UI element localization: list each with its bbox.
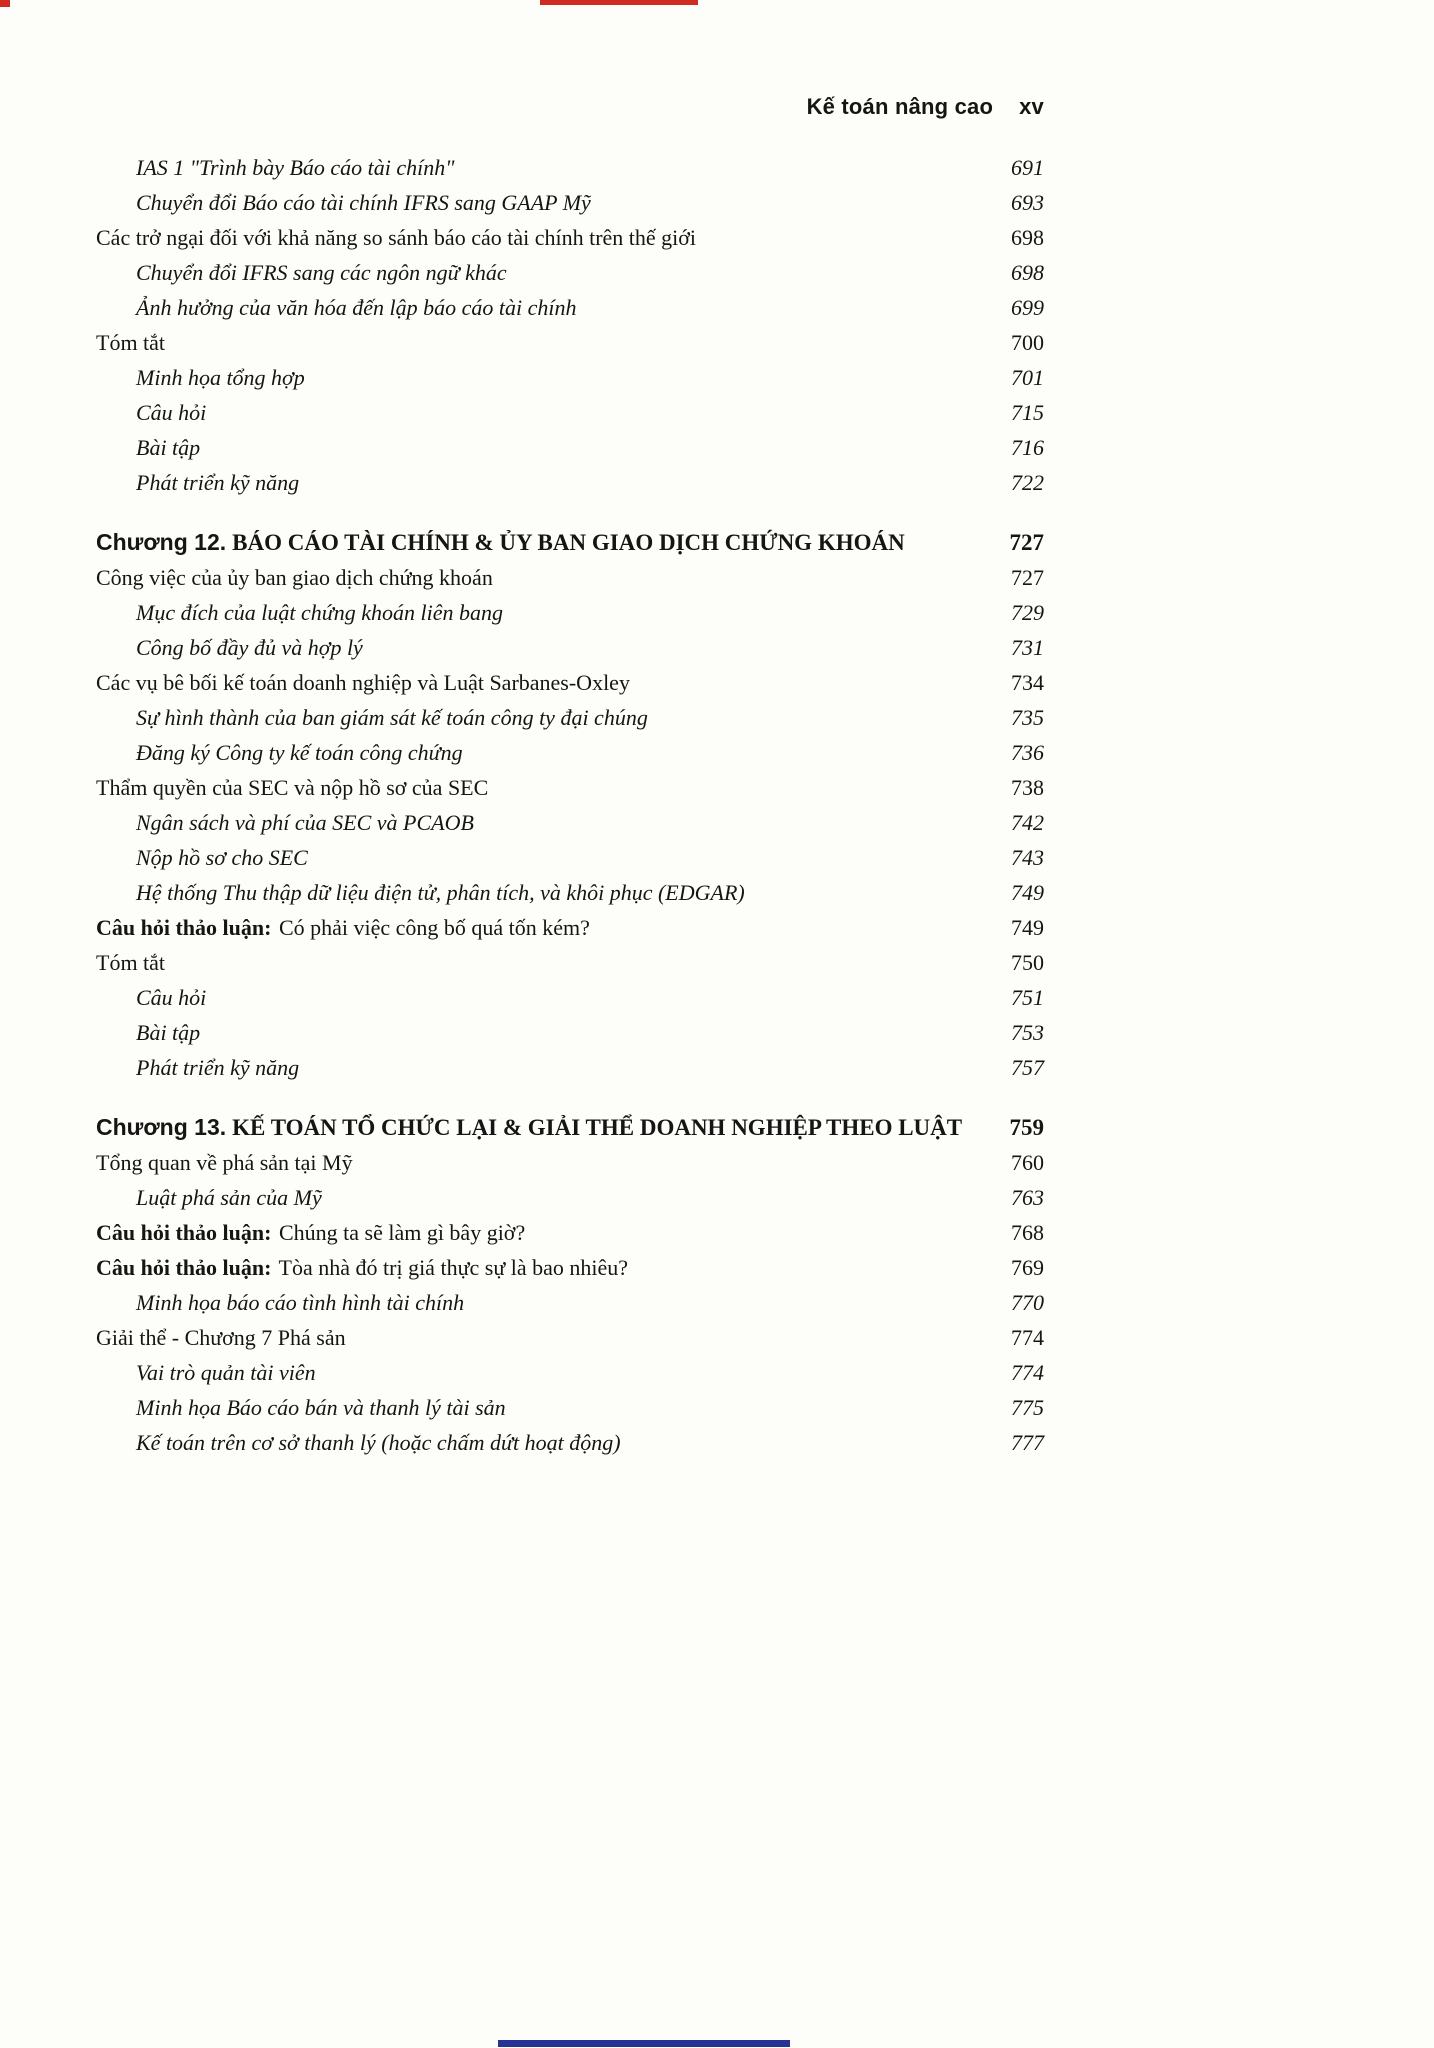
toc-entry-row [96, 805, 1044, 840]
toc-entry-label: Các vụ bê bối kế toán doanh nghiệp và Luật Sarbanes-Oxley [96, 670, 630, 695]
toc-entry-page: 734 [1011, 670, 1044, 695]
toc-entry-page: 698 [1011, 260, 1044, 285]
toc-entry-label: Kế toán trên cơ sở thanh lý (hoặc chấm dứt hoạt động) [136, 1430, 621, 1455]
toc-entry-page: 722 [1011, 470, 1044, 495]
toc-entry-label: Câu hỏi thảo luận: Chúng ta sẽ làm gì bây giờ? [96, 1220, 526, 1245]
toc-chapter-row [96, 525, 1044, 560]
toc-entry-row [96, 1355, 1044, 1390]
toc-entry-row [96, 840, 1044, 875]
toc-entry-label: Sự hình thành của ban giám sát kế toán công ty đại chúng [136, 705, 648, 730]
toc-list [96, 150, 1044, 1460]
toc-entry-page: 757 [1011, 1055, 1044, 1080]
toc-entry-row [96, 910, 1044, 945]
toc-entry-label: Các trở ngại đối với khả năng so sánh báo cáo tài chính trên thế giới [96, 225, 697, 250]
toc-entry-label: Thẩm quyền của SEC và nộp hồ sơ của SEC [96, 775, 489, 800]
toc-entry-label: Tóm tắt [96, 330, 166, 355]
toc-entry-label: Câu hỏi [136, 985, 207, 1010]
toc-entry-page: 753 [1011, 1020, 1044, 1045]
toc-entry-label: Chuyển đổi IFRS sang các ngôn ngữ khác [136, 260, 507, 285]
toc-entry-row [96, 325, 1044, 360]
page-content [96, 94, 1044, 1460]
toc-entry-page: 769 [1011, 1255, 1044, 1280]
toc-entry-row [96, 150, 1044, 185]
toc-entry-prefix: Câu hỏi thảo luận: [96, 1255, 272, 1280]
toc-entry-label: Đăng ký Công ty kế toán công chứng [136, 740, 463, 765]
toc-entry-row [96, 1320, 1044, 1355]
toc-entry-page: 749 [1011, 915, 1044, 940]
toc-entry-page: 750 [1011, 950, 1044, 975]
toc-entry-row [96, 255, 1044, 290]
toc-entry-label: Chuyển đổi Báo cáo tài chính IFRS sang GAAP Mỹ [136, 190, 591, 215]
toc-entry-label: Phát triển kỹ năng [136, 1055, 300, 1080]
toc-entry-prefix: Chương 12. [96, 529, 227, 555]
toc-entry-page: 743 [1011, 845, 1044, 870]
scan-artifact-navy-line [498, 2040, 790, 2047]
toc-entry-page: 777 [1011, 1430, 1044, 1455]
toc-entry-page: 693 [1011, 190, 1044, 215]
toc-entry-label: Chương 13. KẾ TOÁN TỔ CHỨC LẠI & GIẢI THỂ DOANH NGHIỆP THEO LUẬT [96, 1114, 963, 1140]
toc-entry-prefix: Câu hỏi thảo luận: [96, 1220, 272, 1245]
toc-entry-label: Nộp hồ sơ cho SEC [136, 845, 308, 870]
toc-entry-label: Tổng quan về phá sản tại Mỹ [96, 1150, 353, 1175]
toc-entry-page: 701 [1011, 365, 1044, 390]
toc-entry-page: 700 [1011, 330, 1044, 355]
toc-entry-label: Minh họa Báo cáo bán và thanh lý tài sản [136, 1395, 506, 1420]
toc-entry-row [96, 560, 1044, 595]
toc-entry-page: 716 [1011, 435, 1044, 460]
toc-entry-page: 727 [1011, 565, 1044, 590]
scan-artifact-red-line [540, 0, 698, 5]
toc-entry-label: Minh họa báo cáo tình hình tài chính [136, 1290, 465, 1315]
scan-artifact-red-corner [0, 0, 10, 7]
toc-entry-prefix: Chương 13. [96, 1114, 227, 1140]
toc-entry-row [96, 700, 1044, 735]
toc-entry-page: 738 [1011, 775, 1044, 800]
toc-entry-page: 775 [1011, 1395, 1044, 1420]
toc-entry-page: 698 [1011, 225, 1044, 250]
toc-entry-row [96, 1180, 1044, 1215]
toc-entry-page: 759 [1009, 1115, 1044, 1140]
toc-entry-page: 774 [1011, 1325, 1044, 1350]
toc-entry-page: 749 [1011, 880, 1044, 905]
toc-entry-page: 736 [1011, 740, 1044, 765]
toc-entry-prefix: Câu hỏi thảo luận: [96, 915, 272, 940]
toc-entry-row [96, 1015, 1044, 1050]
toc-entry-row [96, 630, 1044, 665]
toc-entry-label: Ngân sách và phí của SEC và PCAOB [136, 810, 474, 835]
toc-entry-label: Bài tập [136, 435, 201, 460]
toc-chapter-row [96, 1110, 1044, 1145]
toc-entry-row [96, 290, 1044, 325]
toc-entry-row [96, 1050, 1044, 1085]
toc-entry-page: 731 [1011, 635, 1044, 660]
toc-entry-page: 768 [1011, 1220, 1044, 1245]
page-header [96, 94, 1044, 120]
toc-entry-label: Phát triển kỹ năng [136, 470, 300, 495]
toc-entry-row [96, 1250, 1044, 1285]
toc-entry-row [96, 945, 1044, 980]
toc-entry-row [96, 1390, 1044, 1425]
toc-entry-page: 735 [1011, 705, 1044, 730]
toc-entry-label: Minh họa tổng hợp [136, 365, 305, 390]
toc-entry-row [96, 1215, 1044, 1250]
toc-entry-label: Mục đích của luật chứng khoán liên bang [136, 600, 503, 625]
toc-entry-page: 742 [1011, 810, 1044, 835]
toc-entry-page: 770 [1011, 1290, 1044, 1315]
toc-entry-label: Tóm tắt [96, 950, 166, 975]
toc-entry-row [96, 665, 1044, 700]
toc-entry-label: Câu hỏi thảo luận: Có phải việc công bố quá tốn kém? [96, 915, 590, 940]
toc-entry-page: 715 [1011, 400, 1044, 425]
toc-entry-label: Công việc của ủy ban giao dịch chứng khoán [96, 565, 493, 590]
toc-entry-page: 751 [1011, 985, 1044, 1010]
toc-entry-row [96, 465, 1044, 500]
toc-entry-page: 729 [1011, 600, 1044, 625]
toc-entry-row [96, 1425, 1044, 1460]
toc-entry-label: Câu hỏi [136, 400, 207, 425]
toc-entry-label: Ảnh hưởng của văn hóa đến lập báo cáo tài chính [136, 295, 577, 320]
toc-entry-row [96, 980, 1044, 1015]
toc-entry-row [96, 430, 1044, 465]
toc-entry-label: Chương 12. BÁO CÁO TÀI CHÍNH & ỦY BAN GIAO DỊCH CHỨNG KHOÁN [96, 529, 905, 555]
page-number-roman: xv [1019, 94, 1044, 119]
toc-entry-row [96, 735, 1044, 770]
toc-entry-label: Luật phá sản của Mỹ [136, 1185, 322, 1210]
toc-entry-label: IAS 1 "Trình bày Báo cáo tài chính" [136, 155, 455, 180]
toc-entry-row [96, 220, 1044, 255]
toc-entry-row [96, 395, 1044, 430]
toc-entry-page: 763 [1011, 1185, 1044, 1210]
toc-entry-label: Công bố đầy đủ và hợp lý [136, 635, 363, 660]
toc-entry-label: Câu hỏi thảo luận: Tòa nhà đó trị giá thực sự là bao nhiêu? [96, 1255, 629, 1280]
running-head-title: Kế toán nâng cao [806, 94, 994, 119]
toc-entry-page: 699 [1011, 295, 1044, 320]
toc-entry-page: 691 [1011, 155, 1044, 180]
toc-entry-page: 760 [1011, 1150, 1044, 1175]
toc-entry-row [96, 595, 1044, 630]
toc-entry-row [96, 875, 1044, 910]
toc-entry-page: 774 [1011, 1360, 1044, 1385]
toc-entry-label: Giải thể - Chương 7 Phá sản [96, 1325, 346, 1350]
toc-entry-row [96, 1285, 1044, 1320]
toc-entry-row [96, 360, 1044, 395]
toc-entry-row [96, 185, 1044, 220]
toc-entry-page: 727 [1009, 530, 1044, 555]
toc-entry-label: Bài tập [136, 1020, 201, 1045]
toc-entry-row [96, 1145, 1044, 1180]
toc-entry-label: Vai trò quản tài viên [136, 1360, 316, 1385]
toc-entry-label: Hệ thống Thu thập dữ liệu điện tử, phân tích, và khôi phục (EDGAR) [136, 880, 745, 905]
toc-entry-row [96, 770, 1044, 805]
